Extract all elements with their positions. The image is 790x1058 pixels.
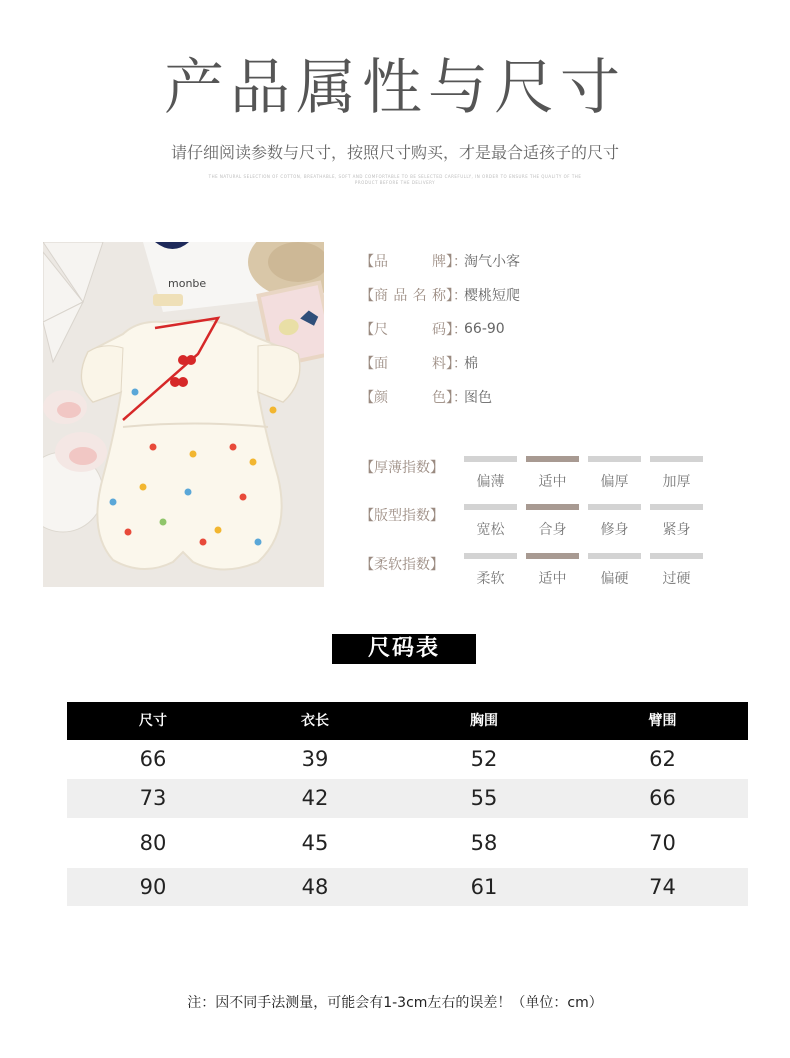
- index-bar: [464, 504, 517, 510]
- attribute-list: [360, 244, 520, 414]
- attribute-value: 图色: [464, 390, 492, 406]
- measurement-note: 注：因不同手法测量，可能会有1-3cm左右的误差！（单位：cm）: [187, 995, 603, 1011]
- table-cell: 45: [301, 831, 329, 855]
- index-option: 修身: [588, 504, 641, 539]
- index-bar: [588, 504, 641, 510]
- attribute-row: 【尺码】： 66-90: [360, 321, 505, 338]
- table-header-cell: 臂围: [648, 713, 677, 729]
- index-option: 宽松: [464, 504, 517, 539]
- index-option: 合身: [526, 504, 579, 539]
- attribute-key: 颜色: [374, 390, 446, 406]
- table-cell: 58: [470, 831, 498, 855]
- index-bar: [650, 553, 703, 559]
- index-bar: [650, 504, 703, 510]
- table-row: [67, 868, 748, 906]
- table-cell: 62: [649, 747, 676, 771]
- table-cell: 90: [139, 875, 167, 899]
- index-bar: [588, 456, 641, 462]
- index-option: 柔软: [464, 553, 517, 588]
- table-cell: 48: [301, 875, 329, 899]
- attribute-key: 面料: [374, 356, 446, 372]
- bag-brand-text: monbe: [168, 277, 207, 290]
- table-cell: 52: [470, 747, 498, 771]
- index-bar: [464, 456, 517, 462]
- table-row: [67, 779, 748, 818]
- index-option: 过硬: [650, 553, 703, 588]
- index-label: 柔软指数: [374, 557, 430, 573]
- index-bar: [588, 553, 641, 559]
- table-header-cell: 衣长: [301, 713, 329, 729]
- attribute-row: 【商品名称】： 樱桃短爬: [360, 278, 520, 312]
- attribute-value: 淘气小客: [464, 254, 520, 270]
- index-bar: [526, 504, 579, 510]
- index-option: 适中: [526, 553, 579, 588]
- index-option: 适中: [526, 456, 579, 491]
- table-cell: 66: [139, 747, 167, 771]
- index-option: 紧身: [650, 504, 703, 539]
- table-cell: 70: [649, 831, 676, 855]
- table-header-cell: 尺寸: [139, 713, 167, 729]
- attribute-row: 【颜色】： 图色: [360, 380, 520, 414]
- table-cell: 61: [470, 875, 498, 899]
- page-subtitle: 请仔细阅读参数与尺寸，按照尺寸购买，才是最合适孩子的尺寸: [170, 143, 619, 162]
- index-bar: [526, 553, 579, 559]
- attribute-value: 棉: [464, 356, 478, 372]
- table-row: [67, 740, 748, 779]
- table-header-cell: 胸围: [470, 713, 498, 729]
- table-cell: 39: [301, 747, 329, 771]
- size-table-title: 尺码表: [332, 634, 476, 664]
- table-row: [67, 818, 748, 868]
- index-option: 加厚: [650, 456, 703, 491]
- table-cell: 55: [470, 786, 498, 810]
- index-label: 版型指数: [374, 508, 430, 524]
- attribute-key: 品牌: [374, 254, 446, 270]
- index-label: 厚薄指数: [374, 460, 430, 476]
- attribute-key: 商品名称: [374, 288, 446, 304]
- table-cell: 66: [649, 786, 676, 810]
- table-cell: 42: [301, 786, 329, 810]
- product-photo: [43, 242, 324, 587]
- fineprint-text: THE NATURAL SELECTION OF COTTON, BREATHABLE, SOFT AND COMFORTABLE TO BE SELECTED CAREFULLY, IN ORDER TO ENSURE THE QUALITY OF THE PRODUCT BEFORE THE DELIVERY: [208, 174, 582, 185]
- table-cell: 80: [139, 831, 167, 855]
- index-bar: [526, 456, 579, 462]
- index-bar: [650, 456, 703, 462]
- size-table: [67, 702, 748, 906]
- index-option: 偏薄: [464, 456, 517, 491]
- index-option: 偏厚: [588, 456, 641, 491]
- attribute-value: 66-90: [464, 321, 505, 337]
- page-title: 产品属性与尺寸: [164, 53, 626, 123]
- product-photo-illustration: [43, 242, 324, 587]
- table-cell: 74: [649, 875, 676, 899]
- index-option: 偏硬: [588, 553, 641, 588]
- attribute-row: 【面料】： 棉: [360, 346, 520, 380]
- attribute-key: 尺码: [374, 322, 446, 338]
- table-cell: 73: [139, 786, 167, 810]
- attribute-row: 【品牌】： 淘气小客: [360, 244, 520, 278]
- table-header: [67, 702, 748, 740]
- index-bar: [464, 553, 517, 559]
- attribute-value: 樱桃短爬: [464, 288, 520, 304]
